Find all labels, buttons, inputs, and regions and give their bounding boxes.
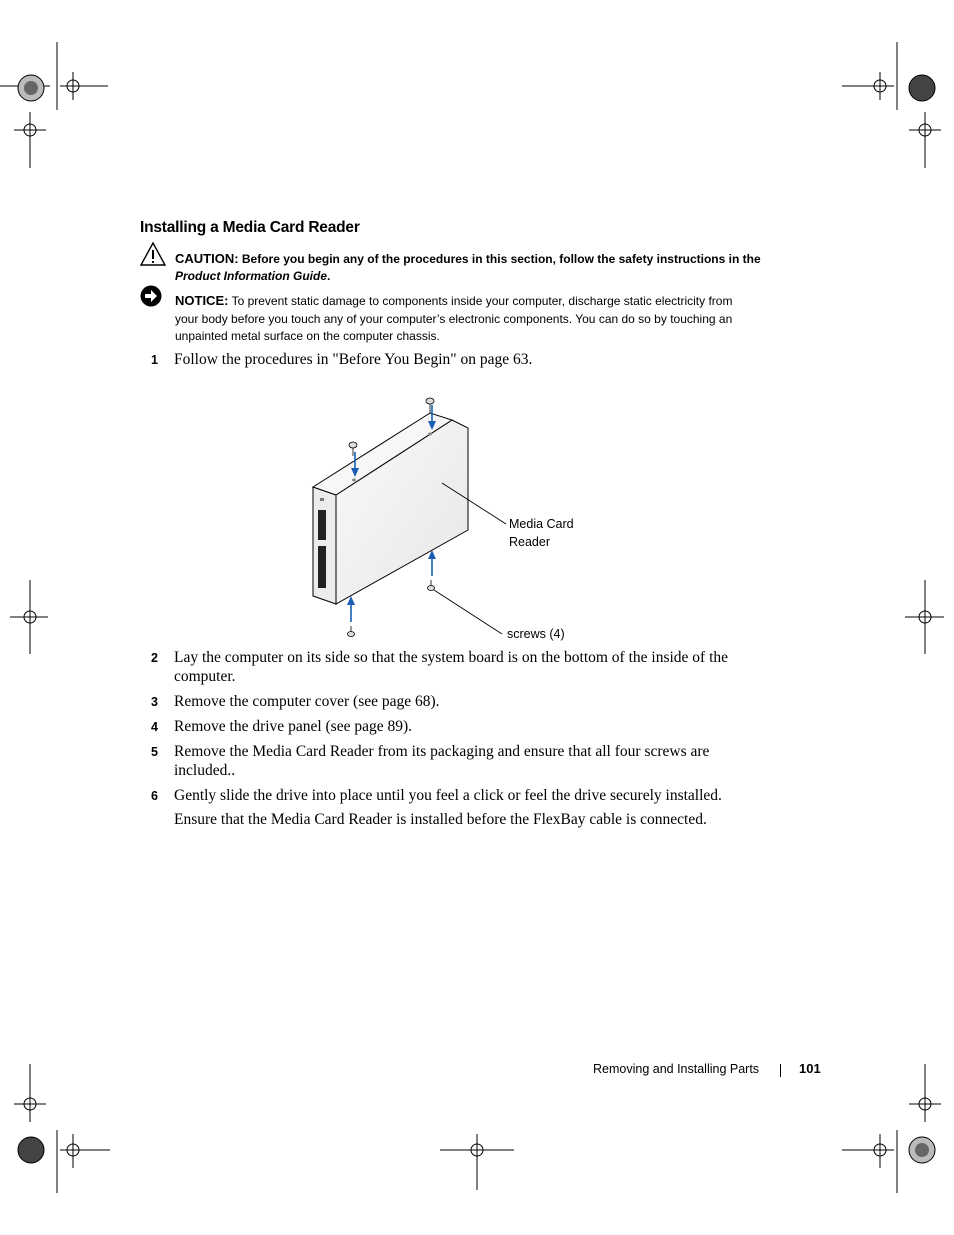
page-number: 101 (799, 1061, 821, 1076)
step-text: Remove the computer cover (see page 68). (174, 693, 440, 710)
notice-arrow-icon (140, 285, 162, 307)
footer-section-title: Removing and Installing Parts (593, 1062, 760, 1076)
step-number: 1 (151, 353, 158, 367)
warning-triangle-icon (140, 242, 166, 266)
step-number: 6 (151, 789, 158, 803)
step-number: 2 (151, 651, 158, 665)
step-number: 3 (151, 695, 158, 709)
step-note: Ensure that the Media Card Reader is installed before the FlexBay cable is connected. (174, 811, 707, 828)
step-text: Gently slide the drive into place until you feel a click or feel the drive securely installed. (174, 787, 722, 804)
step-text: Lay the computer on its side so that the system board is on the bottom of the inside of the computer. (174, 649, 729, 685)
caution-text (175, 250, 775, 285)
footer-divider (780, 1064, 781, 1077)
step-text: Remove the Media Card Reader from its packaging and ensure that all four screws are included.. (174, 743, 710, 779)
step-text: Follow the procedures in "Before You Begin" on page 63. (174, 351, 533, 368)
caution-end: . (327, 269, 331, 283)
figure-label-screws: screws (4) (507, 627, 565, 641)
step-text: Remove the drive panel (see page 89). (174, 718, 413, 735)
caution-doc-title: Product Information Guide (175, 269, 327, 283)
notice-body: To prevent static damage to components inside your computer, discharge static electricity from your body before you touch any of your computer’s electronic components. You can do so by touching an unpainted metal surface on the computer chassis. (175, 294, 733, 343)
notice-label: NOTICE: (175, 293, 229, 308)
step-number: 4 (151, 720, 158, 734)
caution-body: Before you begin any of the procedures in this section, follow the safety instructions in the (238, 252, 761, 266)
figure-label-media-card-reader: Media Card Reader (509, 517, 574, 549)
caution-label: CAUTION: (175, 251, 239, 266)
step-number: 5 (151, 745, 158, 759)
section-title: Installing a Media Card Reader (140, 219, 360, 236)
notice-text (175, 292, 745, 346)
